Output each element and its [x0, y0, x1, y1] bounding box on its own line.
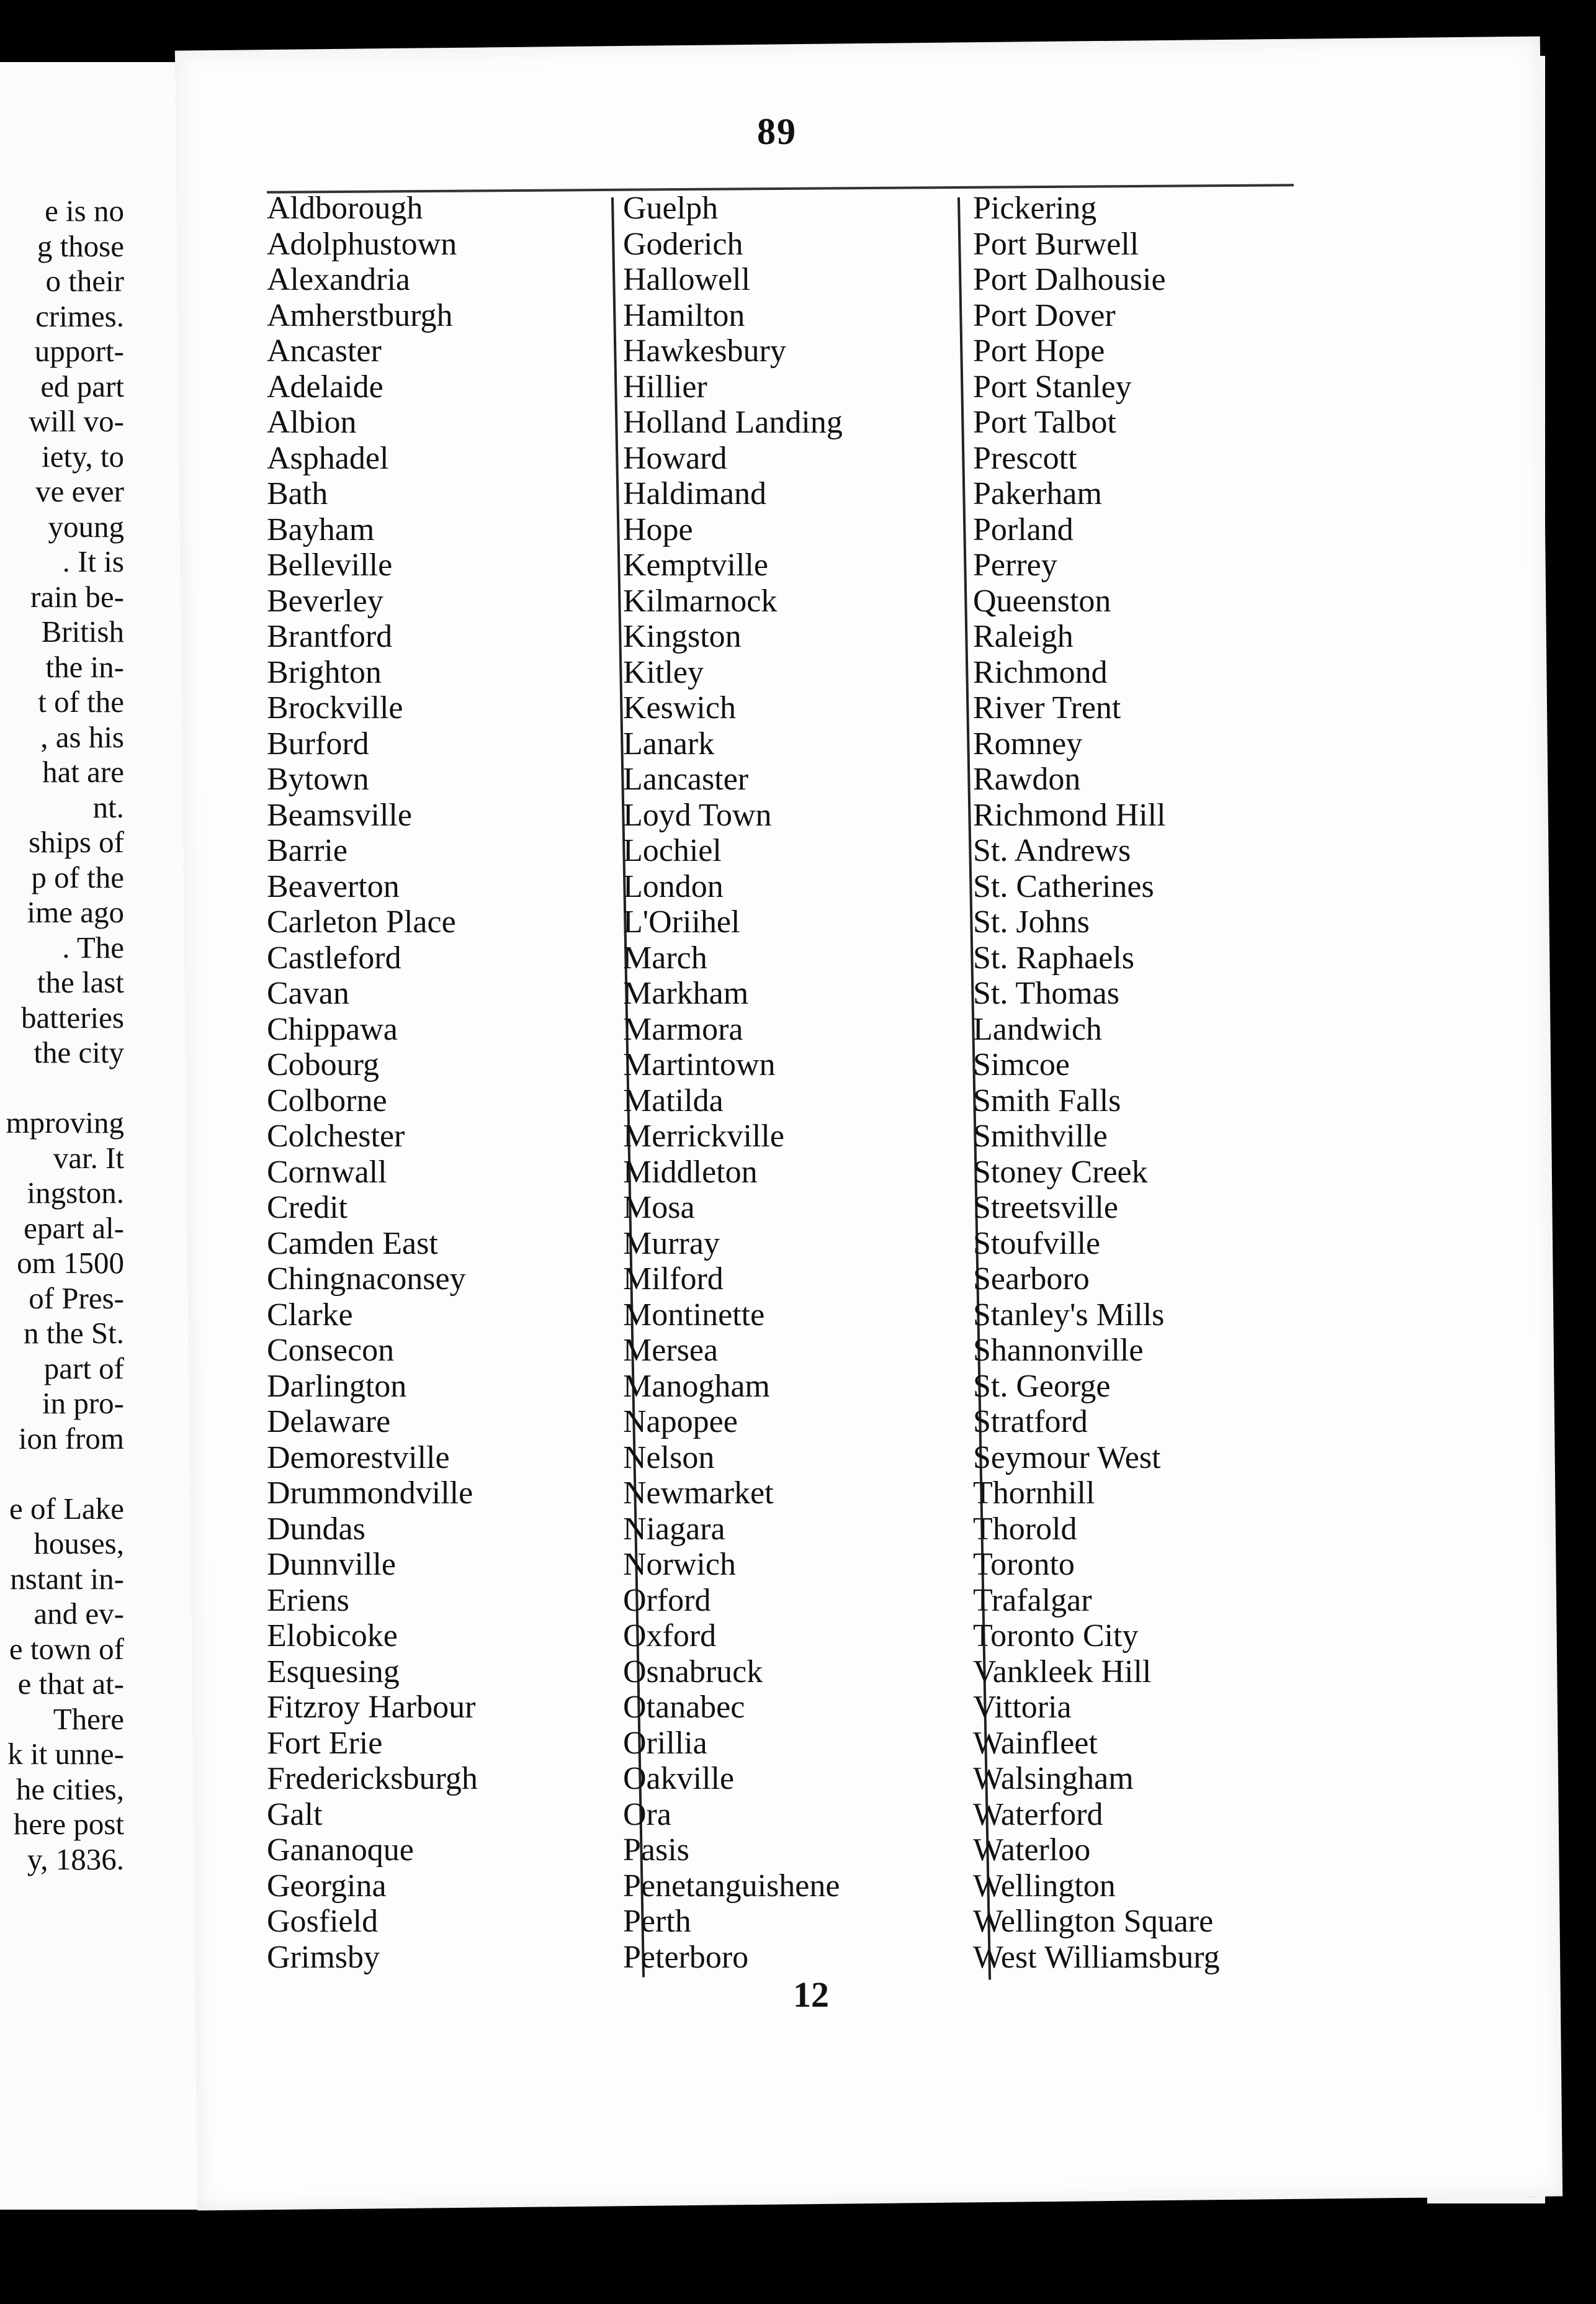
text-fragment	[6, 1071, 124, 1106]
text-fragment: he cities,	[16, 1771, 124, 1806]
text-fragment: ingston.	[27, 1176, 124, 1210]
place-name: Chingnaconsey	[267, 1261, 466, 1297]
place-name: Peterboro	[623, 1939, 749, 1975]
text-fragment: houses,	[34, 1526, 124, 1560]
place-name: Belleville	[267, 547, 393, 583]
place-name: Port Talbot	[973, 405, 1116, 440]
place-name: Gosfield	[267, 1904, 379, 1939]
place-name: Porland	[973, 511, 1074, 547]
text-fragment: crimes.	[35, 299, 124, 333]
text-fragment: o their	[45, 264, 124, 298]
place-name: Waterford	[973, 1796, 1103, 1832]
place-name: Searboro	[973, 1261, 1090, 1297]
place-name: Rawdon	[973, 762, 1081, 797]
place-name: Ora	[623, 1796, 671, 1832]
text-fragment: n the St.	[24, 1316, 124, 1350]
place-name: Port Burwell	[973, 226, 1139, 262]
place-name: London	[623, 868, 724, 904]
place-name: Kilmarnock	[623, 583, 778, 619]
place-name: Eriens	[267, 1582, 349, 1618]
text-fragment: the in-	[45, 649, 124, 684]
text-fragment: g those	[37, 228, 124, 263]
place-name: Keswich	[623, 690, 736, 726]
place-name: Perth	[623, 1904, 691, 1939]
place-name: Albion	[267, 405, 357, 440]
facing-page-text-fragments	[6, 194, 124, 1877]
place-name: Wainfleet	[973, 1725, 1098, 1761]
place-name: Darlington	[267, 1368, 407, 1404]
place-name: St. Andrews	[973, 833, 1131, 868]
text-fragment: e that at-	[17, 1667, 124, 1701]
place-name: Barrie	[267, 833, 347, 868]
text-fragment: young	[48, 509, 124, 544]
place-name: Landwich	[973, 1011, 1102, 1047]
text-fragment: hat are	[42, 755, 124, 789]
place-name: Port Stanley	[973, 369, 1132, 405]
place-name: Stratford	[973, 1404, 1088, 1439]
place-name: Kingston	[623, 619, 742, 654]
place-name: Kemptville	[623, 547, 768, 583]
text-fragment: part of	[43, 1351, 124, 1385]
text-fragment: y, 1836.	[27, 1842, 124, 1876]
place-name: Trafalgar	[973, 1582, 1092, 1618]
place-name: Goderich	[623, 226, 743, 262]
place-name: Demorestville	[267, 1439, 450, 1475]
text-fragment: There	[53, 1701, 124, 1736]
place-name: Kitley	[623, 654, 704, 690]
place-name: March	[623, 940, 707, 976]
place-name: Niagara	[623, 1511, 725, 1547]
place-name: Bayham	[267, 511, 375, 547]
text-fragment: nt.	[92, 790, 124, 824]
place-name: River Trent	[973, 690, 1121, 726]
place-list-column-2	[623, 191, 843, 1975]
place-name: Howard	[623, 440, 727, 476]
place-name: Pasis	[623, 1832, 689, 1868]
place-name: Cobourg	[267, 1047, 380, 1082]
place-name: Clarke	[267, 1297, 353, 1333]
place-name: Pickering	[973, 191, 1097, 226]
place-name: Matilda	[623, 1082, 724, 1118]
text-fragment: British	[41, 614, 124, 649]
place-name: Aldborough	[267, 191, 423, 226]
text-fragment: om 1500	[17, 1246, 124, 1280]
text-fragment: ion from	[18, 1421, 124, 1456]
place-name: St. Raphaels	[973, 940, 1134, 976]
place-name: Ancaster	[267, 333, 382, 369]
place-name: Dunnville	[267, 1547, 396, 1582]
place-name: Beverley	[267, 583, 383, 619]
place-name: Georgina	[267, 1868, 387, 1904]
signature-mark: 12	[793, 1974, 829, 2015]
text-fragment: iety, to	[42, 439, 124, 474]
place-name: Port Dover	[973, 297, 1116, 333]
text-fragment: rain be-	[30, 579, 124, 614]
place-name: Middleton	[623, 1154, 758, 1190]
place-name: West Williamsburg	[973, 1939, 1220, 1975]
place-name: Hawkesbury	[623, 333, 786, 369]
place-name: Mosa	[623, 1190, 695, 1225]
place-list-column-3	[973, 191, 1220, 1975]
text-fragment: e of Lake	[9, 1491, 124, 1526]
place-name: Holland Landing	[623, 405, 843, 440]
place-name: Orillia	[623, 1725, 707, 1761]
place-name: L'Oriihel	[623, 904, 740, 940]
place-name: Thorold	[973, 1511, 1077, 1547]
place-name: Cavan	[267, 976, 349, 1011]
place-name: Hope	[623, 511, 693, 547]
place-name: Toronto	[973, 1547, 1075, 1582]
place-name: Seymour West	[973, 1439, 1161, 1475]
place-name: Brighton	[267, 654, 382, 690]
text-fragment: and ev-	[34, 1596, 124, 1631]
place-name: Beamsville	[267, 797, 412, 833]
text-fragment: upport-	[34, 334, 124, 368]
place-name: Oakville	[623, 1761, 735, 1796]
place-name: Camden East	[267, 1225, 438, 1261]
text-fragment: the last	[37, 965, 124, 999]
place-name: Cornwall	[267, 1154, 387, 1190]
place-name: Loyd Town	[623, 797, 772, 833]
text-fragment: the city	[34, 1035, 124, 1069]
place-name: Martintown	[623, 1047, 776, 1082]
place-name: Raleigh	[973, 619, 1074, 654]
text-fragment: . The	[62, 930, 124, 965]
text-fragment: e town of	[9, 1631, 124, 1666]
place-name: Colchester	[267, 1118, 405, 1154]
place-name: St. George	[973, 1368, 1111, 1404]
place-name: Nelson	[623, 1439, 715, 1475]
place-name: Fitzroy Harbour	[267, 1690, 476, 1725]
place-name: Vittoria	[973, 1690, 1072, 1725]
place-name: Port Dalhousie	[973, 262, 1166, 297]
place-name: Milford	[623, 1261, 724, 1297]
place-name: Pakerham	[973, 476, 1102, 511]
text-fragment: batteries	[21, 1000, 124, 1035]
place-name: St. Catherines	[973, 868, 1154, 904]
text-fragment: k it unne-	[7, 1737, 124, 1771]
page-number: 89	[757, 111, 797, 152]
place-name: Bath	[267, 476, 328, 511]
text-fragment: ed part	[40, 369, 124, 403]
text-fragment: nstant in-	[10, 1561, 124, 1596]
place-name: Guelph	[623, 191, 719, 226]
place-name: Hamilton	[623, 297, 745, 333]
place-name: Wellington Square	[973, 1904, 1214, 1939]
place-name: Streetsville	[973, 1190, 1118, 1225]
place-name: Manogham	[623, 1368, 770, 1404]
place-name: Amherstburgh	[267, 297, 453, 333]
place-name: Richmond Hill	[973, 797, 1166, 833]
place-name: Toronto City	[973, 1618, 1139, 1654]
text-fragment: will vo-	[29, 404, 124, 438]
place-name: Queenston	[973, 583, 1111, 619]
text-fragment: t of the	[38, 685, 124, 719]
place-name: Wellington	[973, 1868, 1116, 1904]
place-name: Waterloo	[973, 1832, 1091, 1868]
place-name: Fort Erie	[267, 1725, 383, 1761]
place-name: St. Thomas	[973, 976, 1119, 1011]
place-name: Elobicoke	[267, 1618, 398, 1654]
text-fragment: , as his	[40, 719, 124, 754]
place-name: Delaware	[267, 1404, 391, 1439]
place-name: Newmarket	[623, 1475, 774, 1511]
place-name: Marmora	[623, 1011, 743, 1047]
place-name: Shannonville	[973, 1333, 1144, 1368]
place-name: Galt	[267, 1796, 323, 1832]
place-name: Consecon	[267, 1333, 395, 1368]
text-fragment	[6, 1456, 124, 1492]
text-fragment: of Pres-	[29, 1280, 124, 1315]
place-name: Vankleek Hill	[973, 1654, 1152, 1690]
text-fragment: e is no	[45, 194, 124, 228]
place-name: Hillier	[623, 369, 707, 405]
place-name: Prescott	[973, 440, 1077, 476]
place-name: Smithville	[973, 1118, 1108, 1154]
place-name: Thornhill	[973, 1475, 1095, 1511]
place-name: Orford	[623, 1582, 711, 1618]
place-name: Norwich	[623, 1547, 736, 1582]
text-fragment: ve ever	[35, 474, 124, 508]
text-fragment: var. It	[53, 1140, 124, 1175]
place-name: Drummondville	[267, 1475, 473, 1511]
place-name: Gananoque	[267, 1832, 414, 1868]
place-name: Alexandria	[267, 262, 411, 297]
place-name: St. Johns	[973, 904, 1090, 940]
place-name: Beaverton	[267, 868, 400, 904]
place-name: Burford	[267, 726, 369, 762]
place-name: Merrickville	[623, 1118, 784, 1154]
place-name: Smith Falls	[973, 1082, 1121, 1118]
place-name: Mersea	[623, 1333, 719, 1368]
place-name: Castleford	[267, 940, 401, 976]
place-name: Montinette	[623, 1297, 765, 1333]
text-fragment: here post	[13, 1807, 124, 1841]
place-name: Perrey	[973, 547, 1057, 583]
place-name: Brockville	[267, 690, 403, 726]
place-name: Otanabec	[623, 1690, 745, 1725]
place-name: Carleton Place	[267, 904, 456, 940]
place-name: Murray	[623, 1225, 720, 1261]
place-name: Lanark	[623, 726, 715, 762]
place-name: Grimsby	[267, 1939, 380, 1975]
place-name: Simcoe	[973, 1047, 1070, 1082]
text-fragment: ime ago	[27, 895, 124, 929]
text-fragment: in pro-	[42, 1386, 124, 1420]
place-name: Penetanguishene	[623, 1868, 840, 1904]
text-fragment: mproving	[6, 1105, 124, 1140]
text-fragment: p of the	[31, 860, 124, 894]
place-name: Asphadel	[267, 440, 389, 476]
place-name: Haldimand	[623, 476, 767, 511]
place-name: Adolphustown	[267, 226, 457, 262]
place-name: Osnabruck	[623, 1654, 763, 1690]
place-name: Chippawa	[267, 1011, 398, 1047]
place-name: Brantford	[267, 619, 393, 654]
text-fragment: ships of	[29, 825, 124, 859]
place-name: Markham	[623, 976, 749, 1011]
place-name: Romney	[973, 726, 1083, 762]
place-name: Walsingham	[973, 1761, 1134, 1796]
place-name: Oxford	[623, 1618, 717, 1654]
place-name: Dundas	[267, 1511, 365, 1547]
place-name: Stoufville	[973, 1225, 1101, 1261]
place-name: Stanley's Mills	[973, 1297, 1165, 1333]
text-fragment: . It is	[62, 544, 124, 578]
text-fragment: epart al-	[24, 1210, 124, 1245]
place-name: Adelaide	[267, 369, 383, 405]
place-name: Hallowell	[623, 262, 751, 297]
place-name: Esquesing	[267, 1654, 400, 1690]
place-name: Credit	[267, 1190, 347, 1225]
place-name: Fredericksburgh	[267, 1761, 478, 1796]
place-name: Napopee	[623, 1404, 738, 1439]
place-name: Stoney Creek	[973, 1154, 1148, 1190]
place-name: Colborne	[267, 1082, 387, 1118]
place-name: Lancaster	[623, 762, 749, 797]
place-name: Bytown	[267, 762, 369, 797]
place-name: Richmond	[973, 654, 1108, 690]
place-name: Port Hope	[973, 333, 1105, 369]
place-list-column-1	[267, 191, 478, 1975]
place-name: Lochiel	[623, 833, 722, 868]
